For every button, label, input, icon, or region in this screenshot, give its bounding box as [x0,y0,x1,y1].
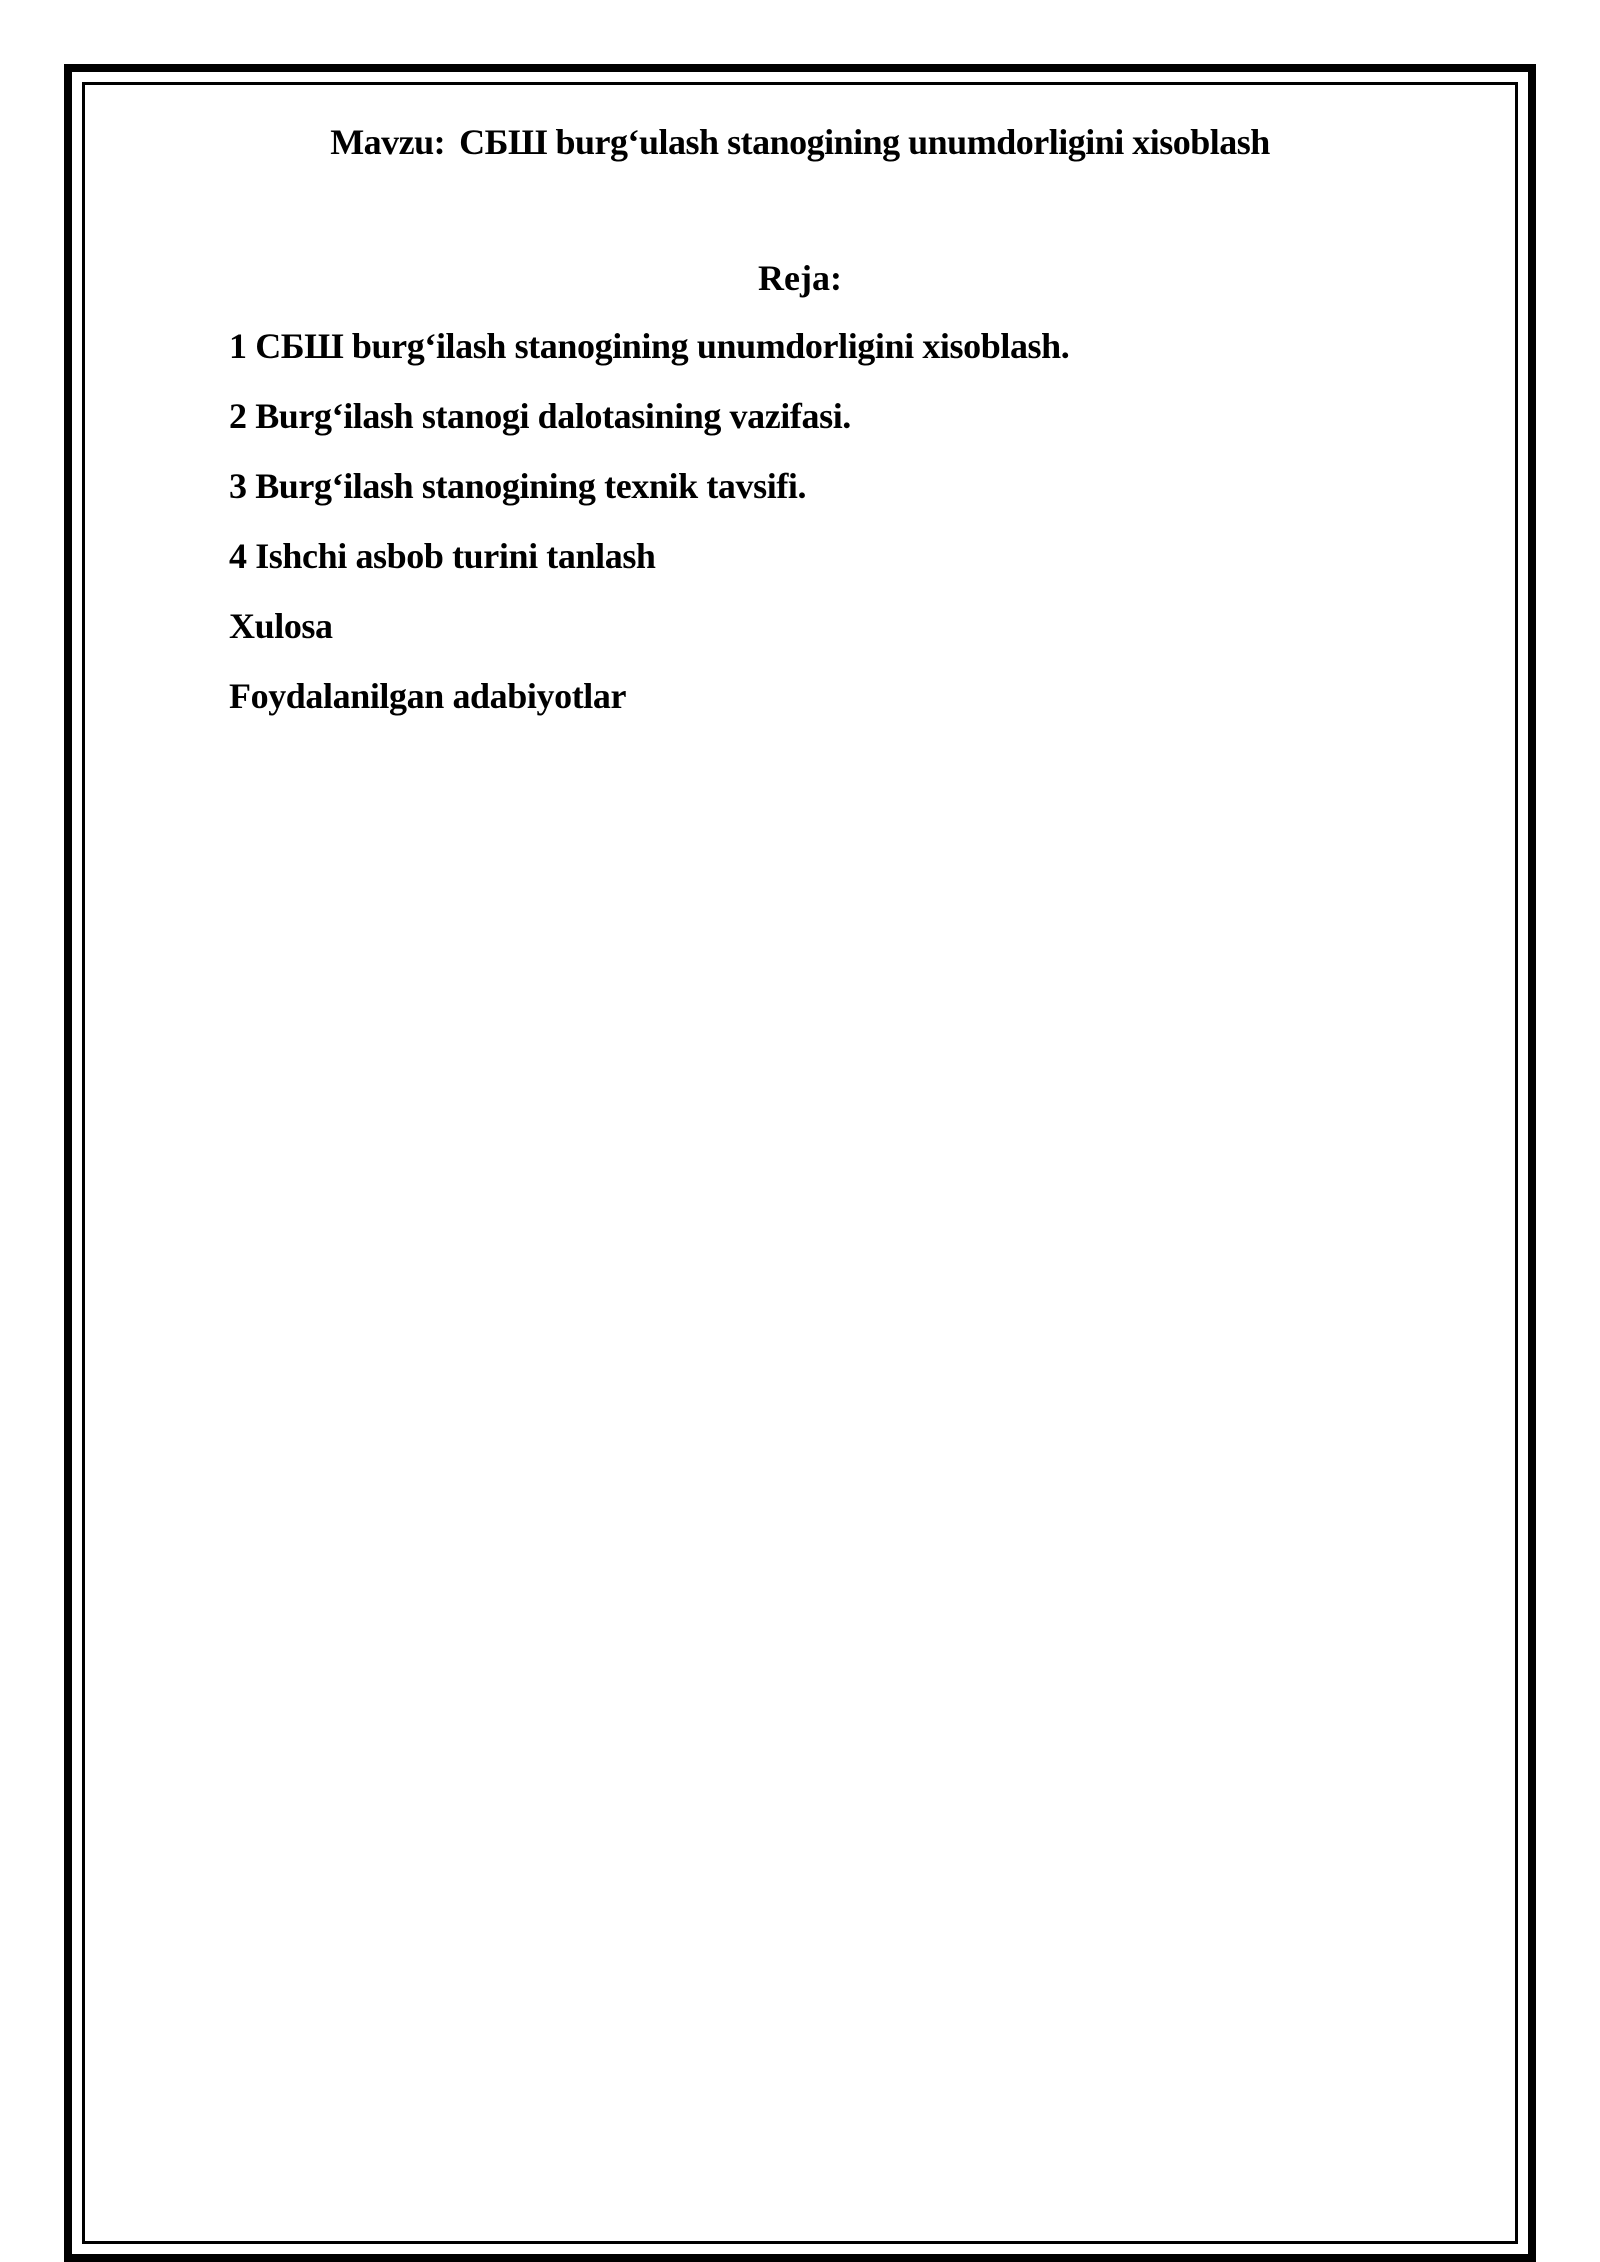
title-text: СБШ burg‘ulash stanogining unumdorligini xisoblash [459,122,1270,162]
plan-item-conclusion: Xulosa [229,606,333,646]
title-prefix: Mavzu: [330,122,446,162]
plan-item-3: 3 Burg‘ilash stanogining texnik tavsifi. [229,466,807,506]
plan-heading: Reja: [758,258,842,298]
plan-item-4: 4 Ishchi asbob turini tanlash [229,536,656,576]
plan-item-1: 1 СБШ burg‘ilash stanogining unumdorligini xisoblash. [229,326,1070,366]
document-title [0,118,1600,166]
plan-list [229,322,1069,742]
plan-item-2: 2 Burg‘ilash stanogi dalotasining vazifasi. [229,396,851,436]
plan-item-references: Foydalanilgan adabiyotlar [229,676,627,716]
